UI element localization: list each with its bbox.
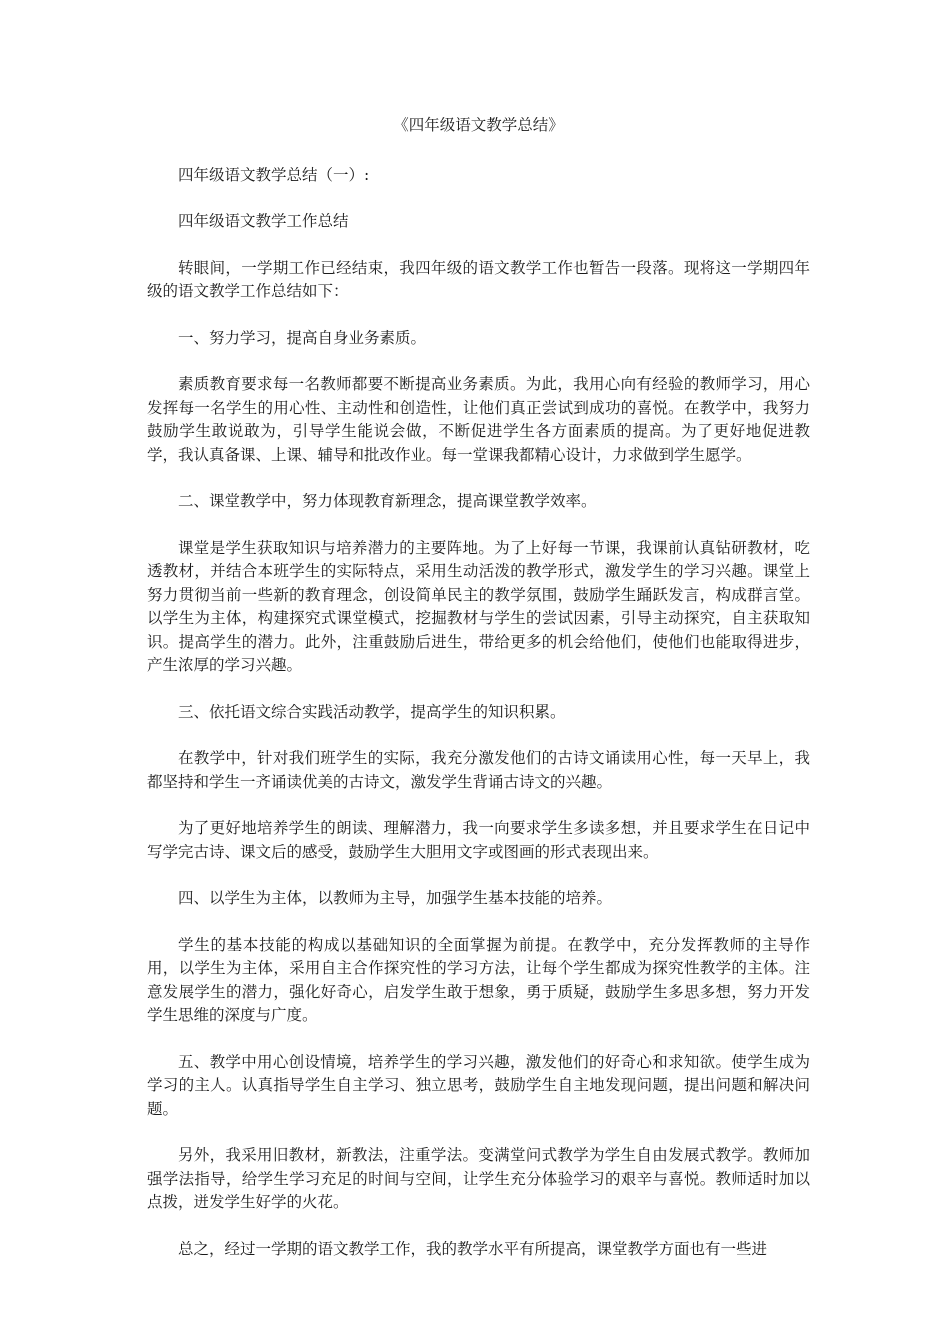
body-paragraph: 在教学中，针对我们班学生的实际，我充分激发他们的古诗文诵读用心性，每一天早上，我都坚持和学生一齐诵读优美的古诗文，激发学生背诵古诗文的兴趣。 <box>147 749 810 791</box>
body-paragraph: 五、教学中用心创设情境，培养学生的学习兴趣，激发他们的好奇心和求知欲。使学生成为学习的主人。认真指导学生自主学习、独立思考，鼓励学生自主地发现问题，提出问题和解决问题。 <box>147 1052 810 1118</box>
body-paragraph: 课堂是学生获取知识与培养潜力的主要阵地。为了上好每一节课，我课前认真钻研教材，吃透教材，并结合本班学生的实际特点，采用生动活泼的教学形式，激发学生的学习兴趣。课堂上努力贯彻当前一些新的教育理念，创设简单民主的教学氛围，鼓励学生踊跃发言，构成群言堂。以学生为主体，构建探究式课堂模式，挖掘教材与学生的尝试因素，引导主动探究，自主获取知识。提高学生的潜力。此外，注重鼓励后进生，带给更多的机会给他们，使他们也能取得进步，产生浓厚的学习兴趣。 <box>147 538 810 674</box>
document-body <box>147 114 810 1284</box>
section-heading: 四、以学生为主体，以教师为主导，加强学生基本技能的培养。 <box>178 889 613 907</box>
section-heading: 二、课堂教学中，努力体现教育新理念，提高课堂教学效率。 <box>178 492 597 510</box>
section-heading: 一、努力学习，提高自身业务素质。 <box>178 328 427 347</box>
body-paragraph: 转眼间，一学期工作已经结束，我四年级的语文教学工作也暂告一段落。现将这一学期四年级的语文教学工作总结如下： <box>147 258 810 300</box>
body-paragraph: 另外，我采用旧教材，新教法，注重学法。变满堂问式教学为学生自由发展式教学。教师加强学法指导，给学生学习充足的时间与空间，让学生充分体验学习的艰辛与喜悦。教师适时加以点拨，迸发学生好学的火花。 <box>147 1146 810 1211</box>
document-title: 《四年级语文教学总结》 <box>393 116 564 134</box>
body-paragraph: 学生的基本技能的构成以基础知识的全面掌握为前提。在教学中，充分发挥教师的主导作用，以学生为主体，采用自主合作探究性的学习方法，让每个学生都成为探究性教学的主体。注意发展学生的潜力，强化好奇心，启发学生敢于想象，勇于质疑，鼓励学生多思多想，努力开发学生思维的深度与广度。 <box>147 935 810 1024</box>
body-paragraph: 为了更好地培养学生的朗读、理解潜力，我一向要求学生多读多想，并且要求学生在日记中写学完古诗、课文后的感受，鼓励学生大胆用文字或图画的形式表现出来。 <box>147 819 810 861</box>
body-paragraph: 总之，经过一学期的语文教学工作，我的教学水平有所提高，课堂教学方面也有一些进 <box>178 1239 768 1258</box>
body-paragraph: 素质教育要求每一名教师都要不断提高业务素质。为此，我用心向有经验的教师学习，用心发挥每一名学生的用心性、主动性和创造性，让他们真正尝试到成功的喜悦。在教学中，我努力鼓励学生敢说敢为，引导学生能说会做，不断促进学生各方面素质的提高。为了更好地促进教学，我认真备课、上课、辅导和批改作业。每一堂课我都精心设计，力求做到学生愿学。 <box>147 375 810 464</box>
section-heading: 三、依托语文综合实践活动教学，提高学生的知识积累。 <box>178 702 566 721</box>
section-heading: 四年级语文教学工作总结 <box>178 212 349 230</box>
subtitle-paragraph: 四年级语文教学总结（一）: <box>178 165 370 184</box>
